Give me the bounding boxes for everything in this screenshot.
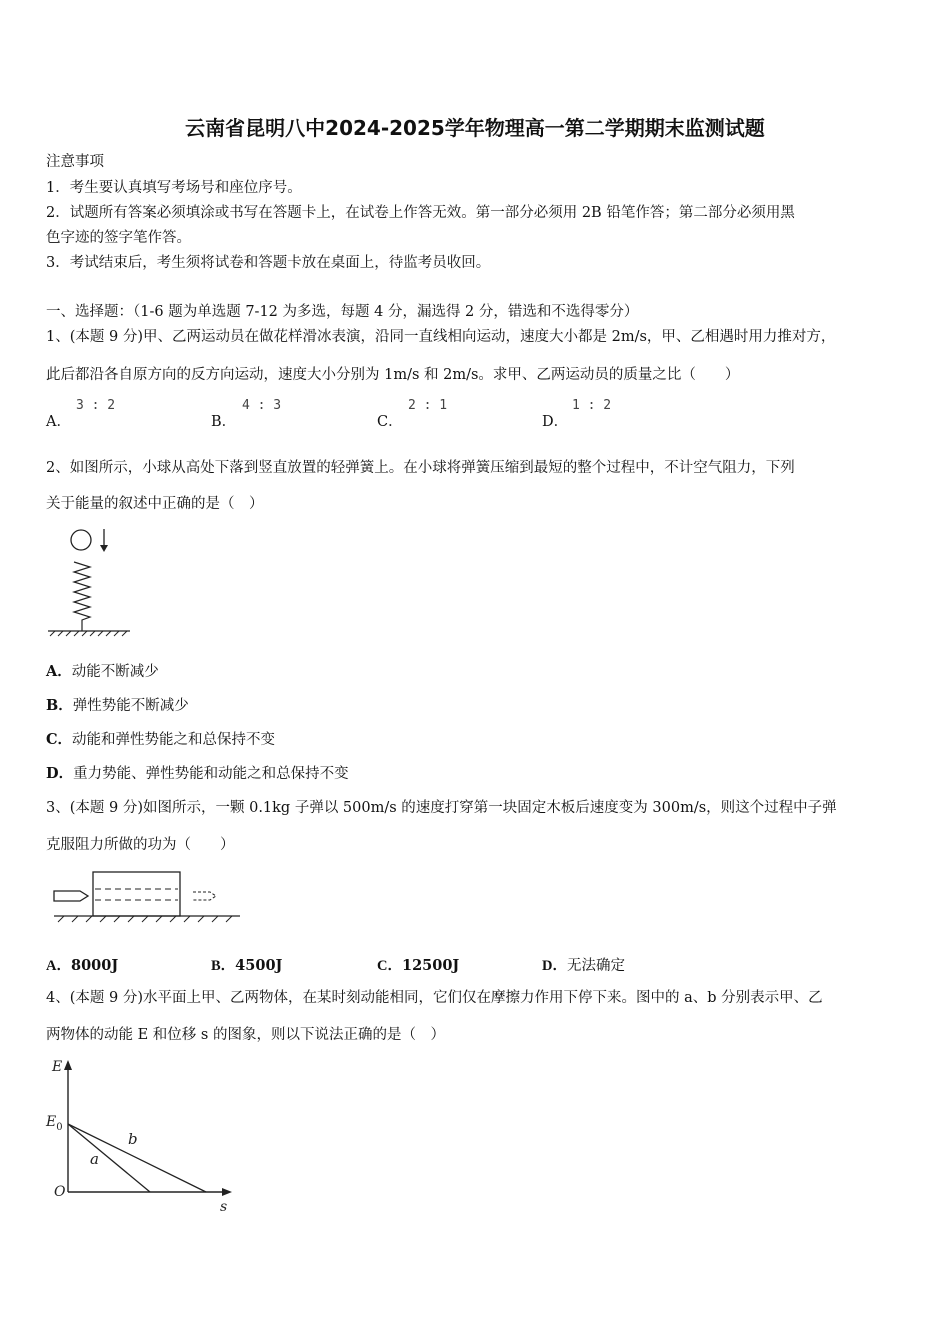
q3-option-c-label: C．: [377, 958, 402, 974]
q1-option-a-text: 3 : 2: [76, 398, 116, 413]
notice-item-2: 2．试题所有答案必须填涂或书写在答题卡上，在试卷上作答无效。第一部分必须用 2B 铅笔作答；第二部分必须用黑: [46, 205, 795, 221]
y-axis-label: E: [52, 1059, 63, 1075]
x-axis-arrow-icon: [222, 1188, 232, 1196]
line-b-label: b: [128, 1130, 138, 1148]
q2-option-d: [46, 764, 908, 784]
q1-option-c-text: 2 : 1: [408, 398, 448, 413]
notice-heading: 注意事项: [46, 154, 104, 170]
q1-options: [46, 396, 908, 436]
fall-arrow-head: [100, 545, 108, 552]
q2-line1: 2、如图所示，小球从高处下落到竖直放置的轻弹簧上。在小球将弹簧压缩到最短的整个过程中，不计空气阻力，下列: [46, 460, 795, 476]
q2-option-a: [46, 662, 908, 682]
ball-icon: [71, 530, 91, 550]
q2-option-b-label: B．: [46, 697, 73, 714]
e0-main: E: [46, 1114, 57, 1130]
q2-option-c: [46, 730, 908, 750]
q2-option-b: [46, 696, 908, 716]
q1-option-d-label: D．: [542, 414, 569, 430]
bullet-icon: [54, 891, 88, 901]
q1-option-c-label: C．: [377, 414, 403, 430]
q1-option-a-label: A．: [46, 414, 71, 430]
e0-label: [45, 1114, 63, 1133]
ground-hatching: [50, 631, 127, 636]
q3-option-b: [211, 954, 282, 975]
q3-option-a-text: 8000J: [70, 957, 119, 974]
energy-displacement-graph: [44, 1054, 244, 1214]
q3-line1: 3、(本题 9 分)如图所示，一颗 0.1kg 子弹以 500m/s 的速度打穿第一块固定木板后速度变为 300m/s，则这个过程中子弹: [46, 800, 837, 816]
q2-option-a-label: A．: [46, 663, 72, 680]
notice-item-3: 3．考试结束后，考生须将试卷和答题卡放在桌面上，待监考员收回。: [46, 255, 491, 271]
q3-option-c: [377, 954, 459, 975]
q3-option-d-text: 无法确定: [566, 958, 625, 974]
line-a-label: a: [90, 1150, 99, 1168]
x-axis-label: s: [220, 1199, 228, 1215]
q3-option-b-label: B．: [211, 958, 236, 974]
ground-hatching: [58, 916, 232, 922]
q1-option-b-text: 4 : 3: [242, 398, 282, 413]
q3-option-b-text: 4500J: [235, 957, 283, 974]
y-axis-arrow-icon: [64, 1060, 72, 1070]
notice-item-1: 1．考生要认真填写考场号和座位序号。: [46, 180, 302, 196]
spring-icon: [74, 562, 90, 631]
bullet-board-figure: [50, 868, 250, 928]
spring-ball-figure: [44, 526, 134, 641]
q3-option-d: [542, 954, 625, 975]
notice-item-2-cont: 色字迹的签字笔作答。: [46, 230, 191, 246]
q2-option-c-label: C．: [46, 731, 73, 748]
q1-option-d-text: 1 : 2: [572, 398, 612, 413]
section-heading: 一、选择题：（1-6 题为单选题 7-12 为多选，每题 4 分，漏选得 2 分，错选和不选得零分）: [46, 304, 639, 320]
q2-option-c-text: 动能和弹性势能之和总保持不变: [72, 732, 276, 748]
origin-label: O: [54, 1184, 66, 1200]
q1-line2: 此后都沿各自原方向的反方向运动，速度大小分别为 1m/s 和 2m/s。求甲、乙两运动员的质量之比（ ）: [46, 367, 740, 383]
q3-option-c-text: 12500J: [401, 957, 460, 974]
q4-line2: 两物体的动能 E 和位移 s 的图象，则以下说法正确的是（ ）: [46, 1027, 445, 1043]
wood-board: [93, 872, 180, 916]
q4-line1: 4、(本题 9 分)水平面上甲、乙两物体，在某时刻动能相同，它们仅在摩擦力作用下停下来。图中的 a、b 分别表示甲、乙: [46, 990, 823, 1006]
q2-option-d-label: D．: [46, 765, 74, 782]
q2-line2: 关于能量的叙述中正确的是（ ）: [46, 496, 264, 512]
q3-option-d-label: D．: [542, 958, 567, 974]
q2-option-d-text: 重力势能、弹性势能和动能之和总保持不变: [73, 766, 349, 782]
q1-line1: 1、(本题 9 分)甲、乙两运动员在做花样滑冰表演，沿同一直线相向运动，速度大小都是 2m/s，甲、乙相遇时用力推对方，: [46, 329, 836, 345]
q3-option-a: [46, 954, 118, 975]
page-title: 云南省昆明八中2024-2025学年物理高一第二学期期末监测试题: [185, 116, 765, 140]
q2-option-b-text: 弹性势能不断减少: [72, 698, 189, 714]
q3-option-a-label: A．: [46, 958, 71, 974]
q1-option-b-label: B．: [211, 414, 237, 430]
exit-bullet-icon: [193, 892, 216, 900]
q3-line2: 克服阻力所做的功为（ ）: [46, 837, 235, 853]
e0-sub: 0: [56, 1122, 63, 1133]
q2-option-a-text: 动能不断减少: [71, 664, 159, 680]
